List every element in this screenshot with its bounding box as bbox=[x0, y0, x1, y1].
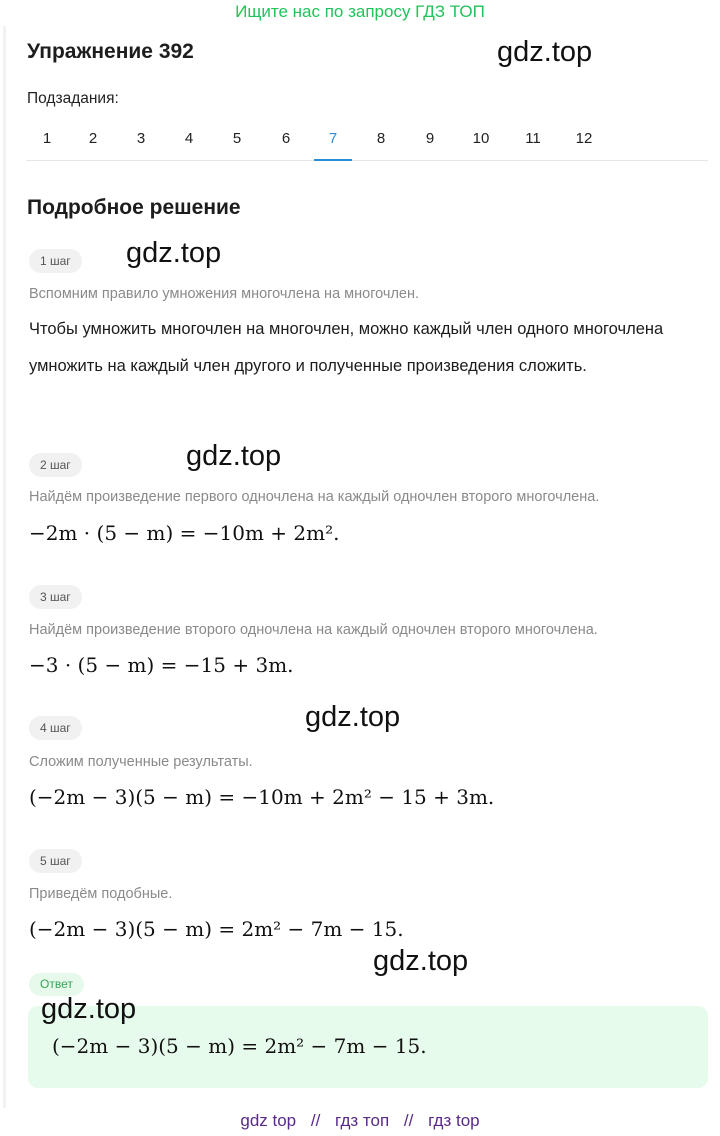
subtask-tab-9[interactable]: 9 bbox=[425, 130, 435, 147]
footer-link-gdz-top-mixed[interactable]: гдз top bbox=[428, 1111, 480, 1130]
step-badge: 3 шаг bbox=[29, 585, 82, 609]
watermark: gdz.top bbox=[497, 36, 593, 68]
step-badge: 2 шаг bbox=[29, 453, 82, 477]
subtask-tab-11[interactable]: 11 bbox=[525, 130, 541, 147]
search-banner: Ищите нас по запросу ГДЗ ТОП bbox=[235, 2, 485, 21]
subtask-tab-10[interactable]: 10 bbox=[472, 130, 490, 147]
footer-link-gdz-top-ru[interactable]: гдз топ bbox=[335, 1111, 390, 1130]
answer-formula: (−2m − 3)(5 − m) = 2m² − 7m − 15. bbox=[52, 1034, 427, 1058]
subtask-tab-2[interactable]: 2 bbox=[88, 130, 98, 147]
solution-title: Подробное решение bbox=[27, 196, 241, 219]
exercise-title: Упражнение 392 bbox=[27, 40, 194, 63]
watermark: gdz.top bbox=[186, 440, 282, 472]
subtask-tab-1[interactable]: 1 bbox=[42, 130, 52, 147]
footer-separator: // bbox=[310, 1111, 321, 1130]
step-hint: Найдём произведение первого одночлена на каждый одночлен второго многочлена. bbox=[29, 489, 600, 505]
subtask-tab-7-active[interactable]: 7 bbox=[314, 120, 352, 160]
footer-link-gdz-top[interactable]: gdz top bbox=[240, 1111, 297, 1130]
step-hint: Найдём произведение второго одночлена на каждый одночлен второго многочлена. bbox=[29, 622, 598, 638]
subtask-tab-12[interactable]: 12 bbox=[575, 130, 593, 147]
subtask-tab-3[interactable]: 3 bbox=[136, 130, 146, 147]
step-formula: −2m · (5 − m) = −10m + 2m². bbox=[29, 521, 340, 545]
step-formula: (−2m − 3)(5 − m) = 2m² − 7m − 15. bbox=[29, 917, 404, 941]
subtask-tab-8[interactable]: 8 bbox=[376, 130, 386, 147]
subtasks-label: Подзадания: bbox=[27, 90, 119, 107]
answer-badge: Ответ bbox=[29, 973, 84, 996]
watermark: gdz.top bbox=[373, 945, 469, 977]
step-hint: Приведём подобные. bbox=[29, 886, 173, 902]
step-hint: Вспомним правило умножения многочлена на многочлен. bbox=[29, 286, 420, 302]
step-text: Чтобы умножить многочлен на многочлен, можно каждый член одного многочлена умножить на каждый член другого и полученные произведения сложить. bbox=[29, 320, 664, 375]
exercise-card bbox=[3, 26, 715, 1108]
subtask-tabs bbox=[26, 120, 708, 161]
subtask-tab-5[interactable]: 5 bbox=[232, 130, 242, 147]
step-badge: 1 шаг bbox=[29, 249, 82, 273]
watermark: gdz.top bbox=[305, 701, 401, 733]
watermark: gdz.top bbox=[41, 993, 137, 1025]
step-formula: (−2m − 3)(5 − m) = −10m + 2m² − 15 + 3m. bbox=[29, 785, 495, 809]
step-badge: 5 шаг bbox=[29, 849, 82, 873]
step-hint: Сложим полученные результаты. bbox=[29, 754, 253, 770]
step-badge: 4 шаг bbox=[29, 716, 82, 740]
subtask-tab-4[interactable]: 4 bbox=[184, 130, 194, 147]
step-formula: −3 · (5 − m) = −15 + 3m. bbox=[29, 653, 294, 677]
subtask-tab-6[interactable]: 6 bbox=[281, 130, 291, 147]
footer-separator: // bbox=[403, 1111, 414, 1130]
footer-links bbox=[0, 1111, 720, 1131]
watermark: gdz.top bbox=[126, 237, 222, 269]
